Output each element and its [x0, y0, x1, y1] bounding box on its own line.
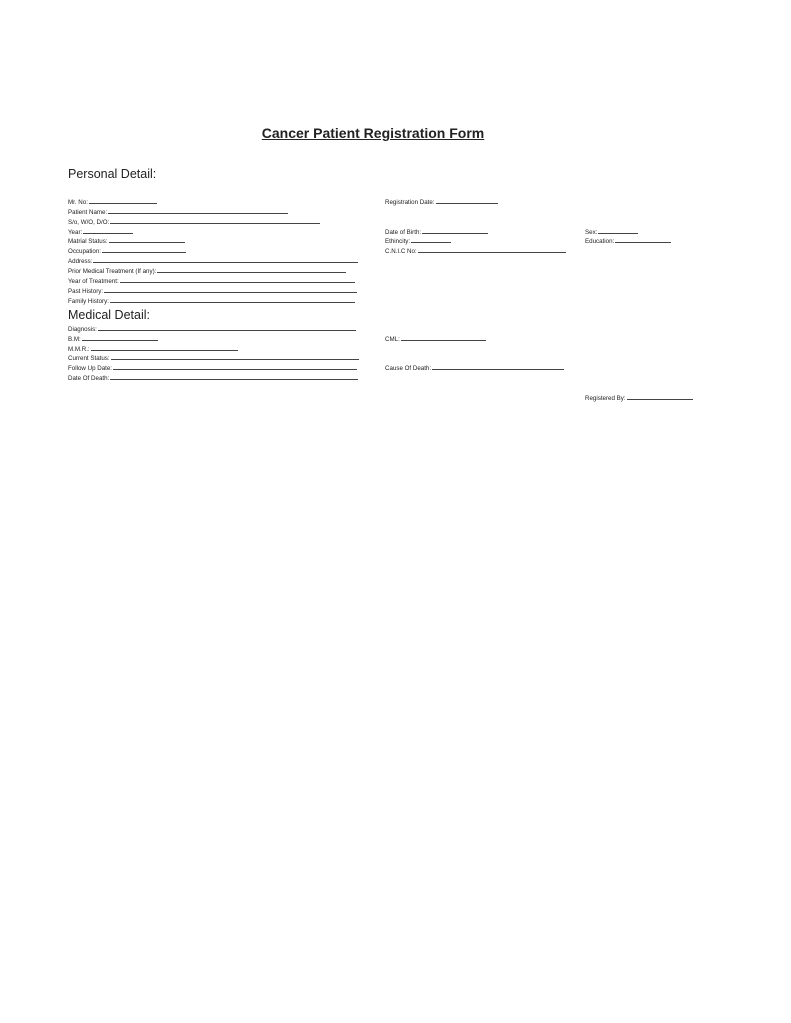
- registration-date-field[interactable]: [385, 198, 498, 207]
- registration-date-label: Registration Date:: [385, 199, 435, 206]
- diagnosis-field[interactable]: [68, 325, 356, 334]
- current-status-field[interactable]: [68, 354, 359, 363]
- matrial-status-blank[interactable]: [109, 237, 185, 243]
- family-history-field[interactable]: [68, 297, 355, 306]
- year-of-treatment-blank[interactable]: [120, 277, 355, 283]
- bm-blank[interactable]: [82, 335, 158, 341]
- cml-label: CML:: [385, 336, 400, 343]
- ethincity-field[interactable]: [385, 237, 451, 246]
- registered-by-field[interactable]: [585, 394, 693, 403]
- year-blank[interactable]: [83, 228, 133, 234]
- sex-field[interactable]: [585, 228, 638, 237]
- patient-name-label: Patient Name:: [68, 209, 108, 216]
- date-of-death-label: Date Of Death:: [68, 375, 110, 382]
- current-status-label: Current Status:: [68, 355, 110, 362]
- education-label: Education:: [585, 238, 615, 245]
- follow-up-date-field[interactable]: [68, 364, 357, 373]
- date-of-birth-blank[interactable]: [422, 228, 488, 234]
- sex-label: Sex:: [585, 229, 598, 236]
- past-history-label: Past History:: [68, 288, 104, 295]
- follow-up-date-blank[interactable]: [113, 364, 357, 370]
- family-history-label: Family History:: [68, 298, 109, 305]
- diagnosis-blank[interactable]: [98, 325, 356, 331]
- matrial-status-label: Matrial Status:: [68, 238, 108, 245]
- ethincity-blank[interactable]: [411, 237, 451, 243]
- bm-field[interactable]: [68, 335, 158, 344]
- registered-by-label: Registered By:: [585, 395, 626, 402]
- medical-detail-heading: Medical Detail:: [68, 308, 150, 322]
- sex-blank[interactable]: [598, 228, 638, 234]
- follow-up-date-label: Follow Up Date:: [68, 365, 113, 372]
- ethincity-label: Ethincity:: [385, 238, 411, 245]
- so-wo-do-field[interactable]: [68, 218, 320, 227]
- education-field[interactable]: [585, 237, 671, 246]
- prior-treatment-field[interactable]: [68, 267, 346, 276]
- patient-name-field[interactable]: [68, 208, 288, 217]
- mmr-label: M.M.R.:: [68, 346, 90, 353]
- date-of-death-blank[interactable]: [110, 374, 358, 380]
- so-wo-do-label: S/o, W/O, D/O:: [68, 219, 110, 226]
- cnic-label: C.N.I.C No:: [385, 248, 417, 255]
- address-blank[interactable]: [93, 257, 358, 263]
- date-of-death-field[interactable]: [68, 374, 358, 383]
- occupation-blank[interactable]: [102, 247, 186, 253]
- current-status-blank[interactable]: [111, 354, 359, 360]
- past-history-field[interactable]: [68, 287, 357, 296]
- address-label: Address:: [68, 258, 93, 265]
- education-blank[interactable]: [615, 237, 671, 243]
- mmr-field[interactable]: [68, 345, 238, 354]
- form-title: Cancer Patient Registration Form: [261, 125, 485, 141]
- prior-treatment-label: Prior Medical Treatment (If any):: [68, 268, 157, 275]
- cml-field[interactable]: [385, 335, 486, 344]
- mr-no-label: Mr. No:: [68, 199, 88, 206]
- personal-detail-heading: Personal Detail:: [68, 167, 157, 181]
- occupation-label: Occupation:: [68, 248, 102, 255]
- registered-by-blank[interactable]: [627, 394, 693, 400]
- occupation-field[interactable]: [68, 247, 186, 256]
- past-history-blank[interactable]: [104, 287, 357, 293]
- year-of-treatment-field[interactable]: [68, 277, 355, 286]
- cause-of-death-field[interactable]: [385, 364, 564, 373]
- patient-name-blank[interactable]: [108, 208, 288, 214]
- year-label: Year:: [68, 229, 83, 236]
- year-field[interactable]: [68, 228, 133, 237]
- cnic-field[interactable]: [385, 247, 566, 256]
- prior-treatment-blank[interactable]: [157, 267, 346, 273]
- mmr-blank[interactable]: [91, 345, 238, 351]
- cml-blank[interactable]: [401, 335, 486, 341]
- family-history-blank[interactable]: [110, 297, 355, 303]
- address-field[interactable]: [68, 257, 358, 266]
- cnic-blank[interactable]: [418, 247, 566, 253]
- registration-date-blank[interactable]: [436, 198, 498, 204]
- mr-no-blank[interactable]: [89, 198, 157, 204]
- date-of-birth-field[interactable]: [385, 228, 488, 237]
- bm-label: B.M:: [68, 336, 81, 343]
- diagnosis-label: Diagnosis:: [68, 326, 97, 333]
- date-of-birth-label: Date of Birth:: [385, 229, 422, 236]
- mr-no-field[interactable]: [68, 198, 157, 207]
- year-of-treatment-label: Year of Treatment:: [68, 278, 119, 285]
- so-wo-do-blank[interactable]: [110, 218, 320, 224]
- cause-of-death-blank[interactable]: [432, 364, 564, 370]
- matrial-status-field[interactable]: [68, 237, 185, 246]
- cause-of-death-label: Cause Of Death:: [385, 365, 432, 372]
